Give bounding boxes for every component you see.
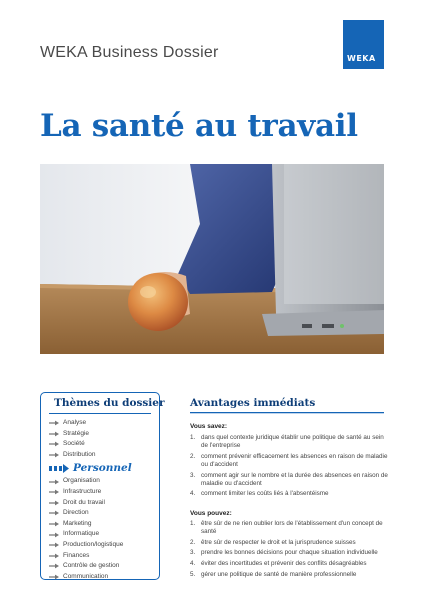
series-title: WEKA Business Dossier — [40, 44, 219, 61]
list-item-number: 1. — [190, 434, 196, 441]
vous-pouvez-heading: Vous pouvez: — [190, 510, 232, 517]
list-item-text: comment agir sur le nombre et la durée des absences en raison de maladie ou d'accident — [201, 471, 388, 487]
list-item-text: comment prévenir efficacement les absences en raison de maladie ou d'accident — [201, 452, 388, 468]
theme-item — [49, 439, 159, 450]
arrow-right-icon — [49, 553, 59, 559]
list-item-text: être sûr de ne rien oublier lors de l'établissement d'un concept de santé — [201, 520, 383, 536]
theme-item — [49, 519, 159, 530]
advantages-divider-shadow — [190, 413, 384, 414]
vous-savez-heading: Vous savez: — [190, 423, 228, 430]
arrow-right-icon — [49, 441, 59, 447]
themes-list — [49, 418, 159, 582]
arrow-right-icon — [49, 420, 59, 426]
list-item-number: 4. — [190, 490, 196, 498]
theme-item — [49, 487, 159, 498]
list-item-number: 5. — [190, 570, 196, 578]
theme-item-active — [49, 460, 159, 476]
list-item-text: gérer une politique de santé de manière professionnelle — [201, 570, 357, 578]
theme-item-label: Analyse — [63, 419, 87, 426]
list-item-text: dans quel contexte juridique établir une politique de santé au sein de l'entreprise — [201, 434, 384, 450]
theme-item — [49, 529, 159, 540]
arrow-right-icon — [49, 574, 59, 580]
list-item-number: 3. — [190, 471, 196, 479]
list-item — [190, 520, 390, 536]
theme-item-label: Direction — [63, 509, 89, 517]
arrow-right-icon — [49, 431, 59, 437]
list-item — [190, 560, 390, 568]
theme-item — [49, 429, 159, 440]
theme-item-label: Droit du travail — [63, 498, 105, 506]
theme-item — [49, 508, 159, 519]
themes-divider — [49, 413, 151, 414]
theme-item-label: Marketing — [63, 519, 92, 527]
theme-item — [49, 540, 159, 551]
list-item — [190, 571, 390, 579]
page-title: La santé au travail — [40, 108, 358, 144]
theme-item — [49, 450, 159, 461]
theme-item — [49, 551, 159, 562]
list-item — [190, 453, 390, 469]
list-item — [190, 472, 390, 488]
arrow-right-icon — [49, 563, 59, 569]
theme-item-label: Contrôle de gestion — [63, 562, 120, 570]
arrow-right-icon — [49, 510, 59, 516]
themes-box — [40, 392, 165, 580]
theme-item-label: Finances — [63, 551, 90, 559]
list-item-text: comment limiter les coûts liés à l'absentéisme — [201, 490, 329, 498]
arrow-right-icon — [49, 452, 59, 458]
list-item-text: être sûr de respecter le droit et la jurisprudence suisses — [201, 538, 356, 546]
arrow-right-icon — [49, 521, 59, 527]
list-item-number: 2. — [190, 452, 196, 460]
list-item — [190, 539, 390, 547]
arrow-right-icon — [49, 500, 59, 506]
theme-item — [49, 476, 159, 487]
theme-item-label: Informatique — [63, 530, 100, 538]
themes-title: Thèmes du dossier — [54, 397, 165, 409]
arrow-right-icon — [49, 542, 59, 548]
vous-savez-list — [190, 434, 390, 501]
list-item-number: 3. — [190, 549, 196, 557]
arrow-right-icon — [49, 532, 59, 538]
theme-item — [49, 418, 159, 429]
list-item-number: 1. — [190, 520, 196, 527]
theme-item — [49, 498, 159, 509]
list-item-text: prendre les bonnes décisions pour chaque situation individuelle — [201, 549, 378, 557]
list-item — [190, 490, 390, 498]
advantages-title: Avantages immédiats — [190, 397, 316, 409]
cover-photo — [40, 164, 384, 354]
weka-logo — [343, 20, 384, 69]
list-item-number: 4. — [190, 559, 196, 567]
arrow-right-icon — [49, 489, 59, 495]
theme-item — [49, 572, 159, 583]
list-item-number: 2. — [190, 538, 196, 546]
list-item-text: éviter des incertitudes et prévenir des conflits désagréables — [201, 559, 367, 567]
theme-item — [49, 561, 159, 572]
arrow-right-icon — [49, 479, 59, 485]
vous-pouvez-list — [190, 520, 390, 581]
list-item — [190, 434, 390, 450]
theme-item-label: Communication — [63, 572, 109, 580]
list-item — [190, 549, 390, 557]
theme-item-label: Stratégie — [63, 429, 90, 437]
arrow-right-icon — [49, 464, 69, 473]
theme-item-label: Infrastructure — [63, 487, 102, 495]
theme-item-label: Production/logistique — [63, 540, 124, 548]
theme-item-label: Organisation — [63, 477, 100, 485]
theme-item-label: Société — [63, 440, 85, 448]
theme-item-label: Distribution — [63, 450, 96, 458]
theme-item-label: Personnel — [73, 462, 132, 475]
logo-text: WEKA — [347, 54, 376, 63]
